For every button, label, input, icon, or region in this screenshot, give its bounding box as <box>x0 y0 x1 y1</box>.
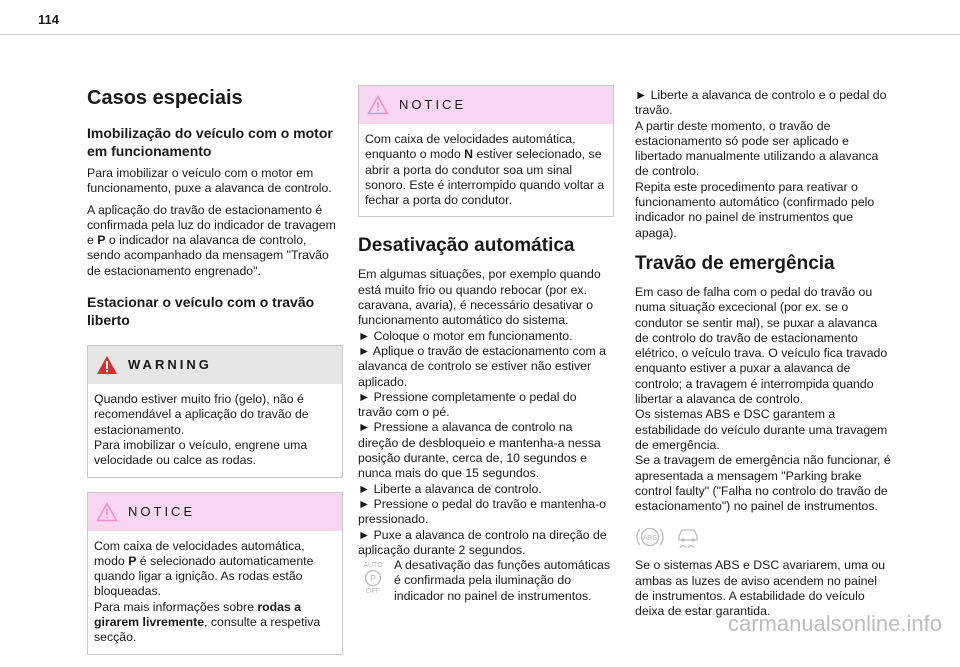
abs-warning-icon <box>635 524 665 550</box>
warning-title: WARNING <box>128 357 212 373</box>
paragraph: Os sistemas ABS e DSC garantem a estabilidade do veículo durante uma travagem de emergência. <box>635 407 888 452</box>
notice-header <box>88 493 342 531</box>
warning-text: Quando estiver muito frio (gelo), não é recomendável a aplicação do travão de estacionamento. <box>94 392 309 437</box>
paragraph: Repita este procedimento para reativar o funcionamento automático (confirmado pelo indicador no painel de instrumentos que apaga). <box>635 179 875 240</box>
paragraph: Se o sistemas ABS e DSC avariarem, uma ou ambas as luzes de aviso acendem no painel de instrumentos. A estabilidade do veículo deixa de estar garantida. <box>635 558 886 619</box>
list-item: ► Pressione completamente o pedal do travão com o pé. <box>358 389 577 420</box>
confirm-text: A desativação das funções automáticas é confirmada pela iluminação do indicador no painel de instrumentos. <box>394 558 611 603</box>
notice-title: NOTICE <box>399 97 467 113</box>
notice-box <box>87 492 343 655</box>
warning-header <box>88 346 342 384</box>
svg-text:ABS: ABS <box>642 535 658 543</box>
column-1 <box>87 78 343 667</box>
subsection-heading: Imobilização do veículo com o motor em funcionamento <box>87 125 333 159</box>
watermark: carmanualsonline.info <box>727 611 942 636</box>
column-3 <box>635 88 891 620</box>
list-item: ► Coloque o motor em funcionamento. <box>358 328 573 343</box>
list-item: ► Liberte a alavanca de controlo. <box>358 481 542 496</box>
notice-text: Com caixa de velocidades automática, modo P é selecionado automaticamente quando ligar a ignição. As rodas estão bloqueadas. <box>94 538 314 599</box>
paragraph: Em algumas situações, por exemplo quando está muito frio ou quando rebocar (por ex. caravana, avaria), é necessário desativar o funcionamento automático do sistema. <box>358 267 601 328</box>
paragraph: A aplicação do travão de estacionamento é confirmada pela luz do indicador de travagem e P o indicador na alavanca de controlo, sendo acompanhado da mensagem "Travão de estacionamento engrenado". <box>87 202 336 278</box>
notice-text: Com caixa de velocidades automática, enquanto o modo N estiver selecionado, se abrir a porta do condutor soa um sinal sonoro. Este é interrompido quando voltar a fechar a porta do condutor. <box>365 132 605 208</box>
section-heading: Travão de emergência <box>635 252 835 274</box>
section-heading: Desativação automática <box>358 235 575 257</box>
page-number: 114 <box>38 12 59 27</box>
list-item: ► Pressione o pedal do travão e mantenha-o pressionado. <box>358 496 607 527</box>
notice-box <box>358 85 614 217</box>
warning-text: Para imobilizar o veículo, engrene uma velocidade ou calce as rodas. <box>94 437 308 468</box>
notice-body <box>88 531 342 654</box>
paragraph: Se a travagem de emergência não funcionar, é apresentada a mensagem "Parking brake control faulty" ("Falha no controlo do travão de estacionamento") no painel de instrumentos. <box>635 453 891 514</box>
warning-icons <box>635 524 891 550</box>
subsection-heading: Estacionar o veículo com o travão liberto <box>87 294 315 329</box>
paragraph: Em caso de falha com o pedal do travão ou numa situação excecional (por ex. se o condutor se sentir mal), se puxar a alavanca de controlo do travão de estacionamento elétrico, o veículo trava. O veículo fica travado enquanto estiver a puxar a alavanca de controlo; a travagem é interrompida quando libertar a alavanca de controlo. <box>635 284 888 407</box>
notice-text: Para mais informações sobre rodas a girarem livremente, consulte a respetiva secção. <box>94 599 321 645</box>
step-list <box>358 329 614 558</box>
header-divider <box>0 34 960 35</box>
svg-text:P: P <box>369 573 377 584</box>
notice-title: NOTICE <box>128 503 196 519</box>
dsc-warning-icon <box>673 524 703 550</box>
confirm-paragraph <box>358 558 614 604</box>
paragraph: A partir deste momento, o travão de estacionamento só pode ser aplicado e libertado manualmente utilizando a alavanca de controlo. <box>635 118 879 179</box>
notice-header <box>359 86 613 124</box>
warning-box <box>87 345 343 477</box>
list-item: ► Aplique o travão de estacionamento com a alavanca de controlo se estiver não estiver aplicado. <box>358 343 607 389</box>
svg-text:OFF: OFF <box>366 588 380 595</box>
notice-triangle-icon <box>367 95 389 115</box>
auto-off-indicator-icon <box>358 560 388 594</box>
list-item: ► Liberte a alavanca de controlo e o pedal do travão. <box>635 88 887 118</box>
notice-body <box>359 124 613 216</box>
list-item: ► Puxe a alavanca de controlo na direção de aplicação durante 2 segundos. <box>358 527 607 557</box>
column-2 <box>358 78 614 604</box>
svg-text:AUTO: AUTO <box>363 562 383 570</box>
notice-triangle-icon <box>96 502 118 522</box>
warning-body <box>88 384 342 476</box>
list-item: ► Pressione a alavanca de controlo na direção de desbloqueio e mantenha-a nessa posição durante, cerca de, 10 segundos e nunca mais do que 15 segundos. <box>358 420 601 481</box>
warning-triangle-icon <box>96 355 118 375</box>
paragraph: Para imobilizar o veículo com o motor em funcionamento, puxe a alavanca de controlo. <box>87 166 332 196</box>
section-title: Casos especiais <box>87 87 243 109</box>
